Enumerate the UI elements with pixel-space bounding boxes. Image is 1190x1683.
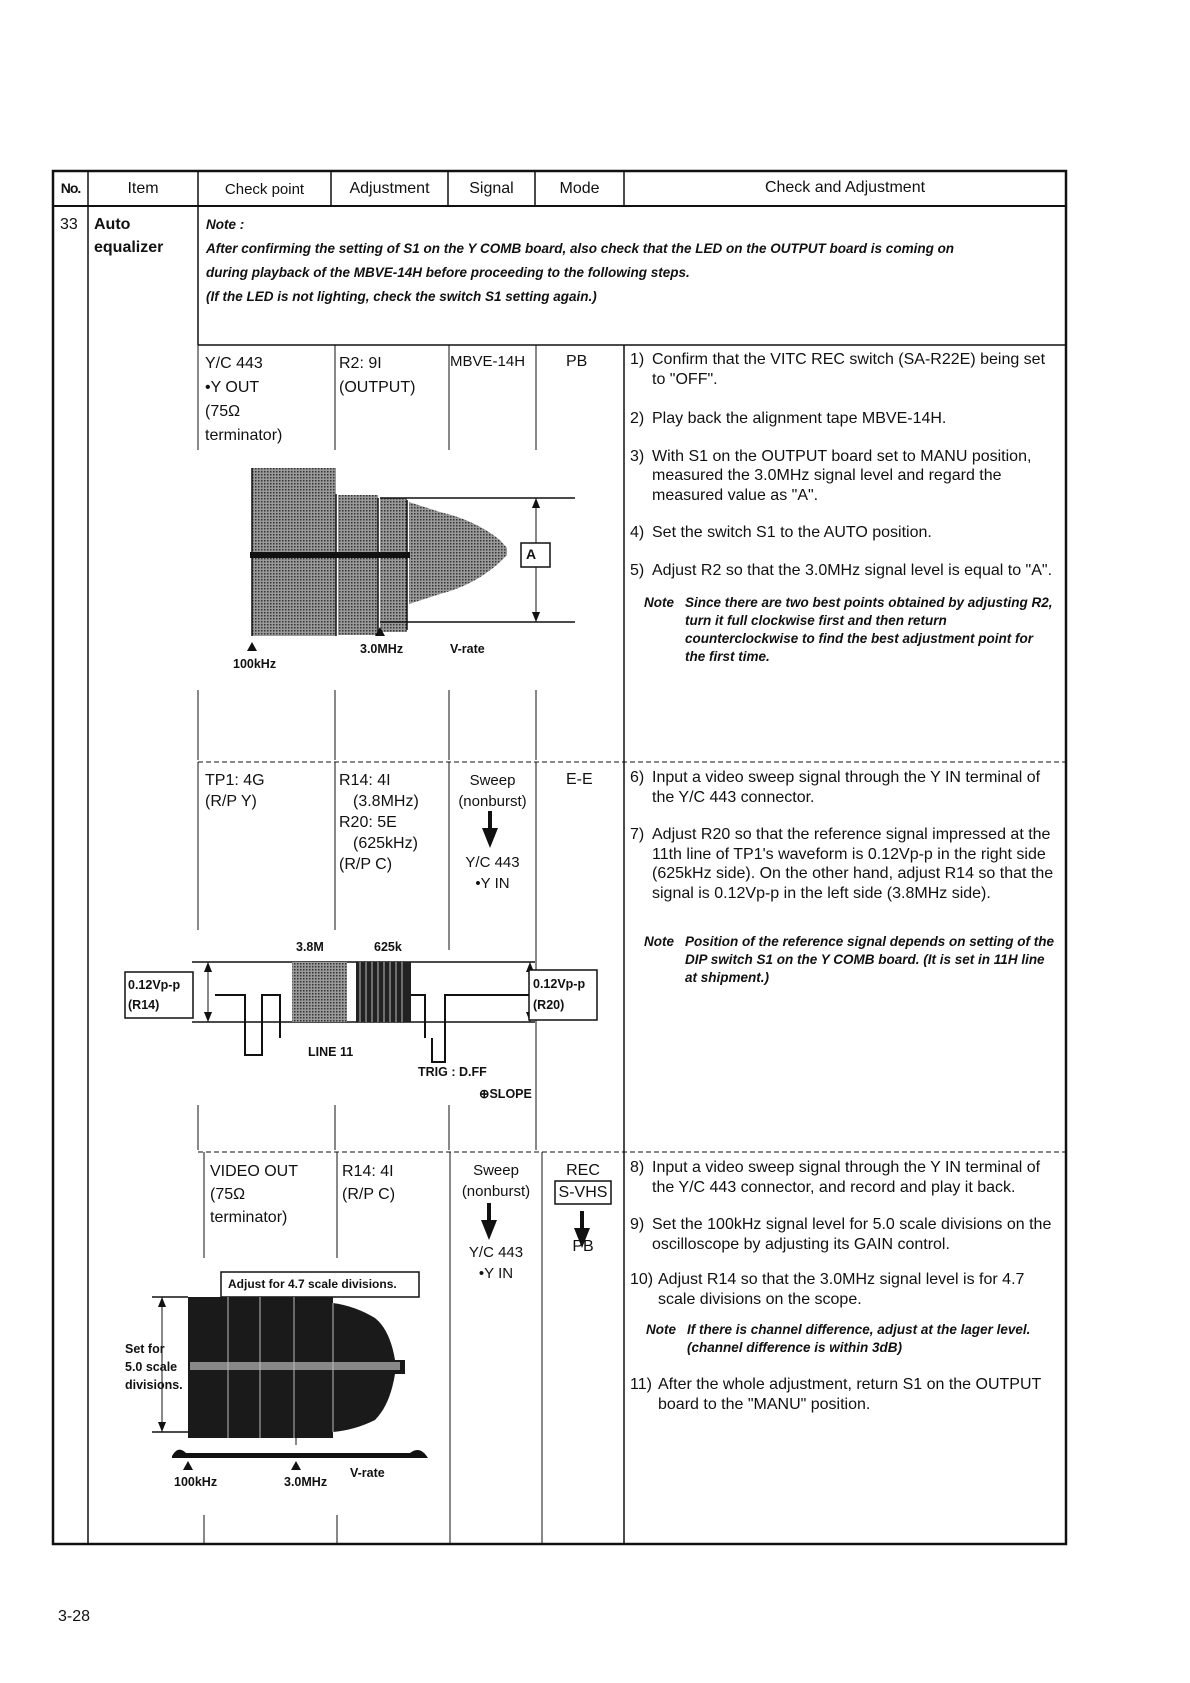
row1-signal: MBVE-14H: [450, 353, 526, 370]
item-name-line2: equalizer: [94, 239, 164, 256]
header-adjustment: Adjustment: [349, 180, 430, 197]
top-note-line3: (If the LED is not lighting, check the switch S1 setting again.): [206, 289, 597, 304]
fig2-trig-label: TRIG : D.FF: [418, 1065, 487, 1079]
fig3-100khz-label: 100kHz: [174, 1475, 218, 1489]
sweep-waveform-figure-3: [152, 1272, 428, 1470]
row2-mode: E-E: [566, 771, 593, 788]
fig2-38m-label: 3.8M: [296, 940, 324, 954]
top-note: [206, 213, 1061, 309]
row1-check-point: Y/C 443 •Y OUT (75Ω terminator): [205, 355, 283, 444]
header-mode: Mode: [559, 180, 600, 197]
row1-adjustment: R2: 9I (OUTPUT): [339, 355, 416, 396]
fig3-adjust-box-label: Adjust for 4.7 scale divisions.: [228, 1277, 397, 1291]
fig2-left-box: 0.12Vp-p (R14): [128, 978, 181, 1012]
item-number: 33: [60, 216, 78, 233]
row3-mode: REC S-VHS PB: [558, 1162, 608, 1255]
top-note-line2: during playback of the MBVE-14H before proceeding to the following steps.: [206, 265, 690, 280]
fig3-3mhz-label: 3.0MHz: [284, 1475, 328, 1489]
fig1-vrate-label: V-rate: [450, 642, 485, 656]
fig3-vrate-label: V-rate: [350, 1466, 385, 1480]
row2-note-label: Note: [644, 934, 674, 949]
page-number: 3-28: [58, 1608, 91, 1625]
fig1-a-label: A: [526, 546, 537, 562]
header-item: Item: [127, 180, 159, 197]
fig2-slope-label: ⊕SLOPE: [479, 1087, 532, 1101]
row1-steps: 1) Confirm that the VITC REC switch (SA-R22E) being set to "OFF". 2) Play back the alignment tape MBVE-14H. 3) With S1 on the OUTPUT board set to MANU position, measured the 3.0MHz signal level and regard the measured value as "A". 4) Set the switch S1 to the AUTO position. 5) Adjust R2 so that the 3.0MHz signal level is equal to "A". Note Since there are two best points obtained by adjusting R2, turn it full clockwise first and then return counterclockwise to find the best adjustment point for the first time.: [630, 350, 1060, 666]
row2-note-text: Position of the reference signal depends on setting of the DIP switch S1 on the Y COMB board. (It is set in 11H line at shipment.): [685, 934, 1055, 985]
row2-check-point: TP1: 4G (R/P Y): [205, 772, 265, 810]
fig1-3mhz-label: 3.0MHz: [360, 642, 404, 656]
row3-signal: Sweep (nonburst) Y/C 443 •Y IN: [461, 1162, 531, 1282]
row1-note-label: Note: [644, 595, 674, 610]
header-check-adjustment: Check and Adjustment: [764, 179, 926, 196]
row3-adjustment: R14: 4I (R/P C): [342, 1163, 396, 1203]
row2-adjustment: R14: 4I (3.8MHz) R20: 5E (625kHz) (R/P C): [339, 772, 419, 873]
header-check-point: Check point: [224, 181, 305, 198]
row3-note-label: Note: [646, 1322, 676, 1337]
fig2-right-box: 0.12Vp-p (R20): [533, 977, 586, 1012]
row3-check-point: VIDEO OUT (75Ω terminator): [210, 1163, 299, 1226]
header-signal: Signal: [469, 180, 514, 197]
fig2-625k-label: 625k: [374, 940, 402, 954]
line11-waveform-figure-2: [125, 962, 597, 1062]
top-note-title: Note :: [206, 217, 245, 232]
fig2-line11-label: LINE 11: [308, 1045, 354, 1059]
row3-steps: 8) Input a video sweep signal through the Y IN terminal of the Y/C 443 connector, and record and play it back. 9) Set the 100kHz signal level for 5.0 scale divisions on the oscilloscope by adjusting its GAIN control. 10) Adjust R14 so that the 3.0MHz signal level is for 4.7 scale divisions on the scope. Note If there is channel difference, adjust at the lager level. (channel difference is within 3dB) 11) After the whole adjustment, return S1 on the OUTPUT board to the "MANU" position.: [630, 1158, 1060, 1414]
row3-note-text: If there is channel difference, adjust at the lager level. (channel difference is within 3dB): [687, 1322, 1031, 1355]
top-note-line1: After confirming the setting of S1 on the Y COMB board, also check that the LED on the OUTPUT board is coming on: [206, 241, 955, 256]
item-name-line1: Auto: [94, 216, 131, 233]
fig1-100khz-label: 100kHz: [233, 657, 277, 671]
fig3-set-for-label: Set for 5.0 scale divisions.: [125, 1342, 183, 1392]
row2-steps: 6) Input a video sweep signal through the Y IN terminal of the Y/C 443 connector. 7) Adjust R20 so that the reference signal impressed at the 11th line of TP1's waveform is 0.12Vp-p in the right side (625kHz side). On the other hand, adjust R14 so that the signal is 0.12Vp-p in the left side (3.8MHz side). Note Position of the reference signal depends on setting of the DIP switch S1 on the Y COMB board. (It is set in 11H line at shipment.): [630, 769, 1055, 985]
row1-mode: PB: [566, 353, 588, 370]
row2-signal: Sweep (nonburst) Y/C 443 •Y IN: [458, 772, 527, 892]
header-no: No.: [60, 180, 81, 196]
row1-note-text: Since there are two best points obtained by adjusting R2, turn it full clockwise first and then return counterclockwise to find the best adjustment point for the first time.: [685, 595, 1053, 664]
